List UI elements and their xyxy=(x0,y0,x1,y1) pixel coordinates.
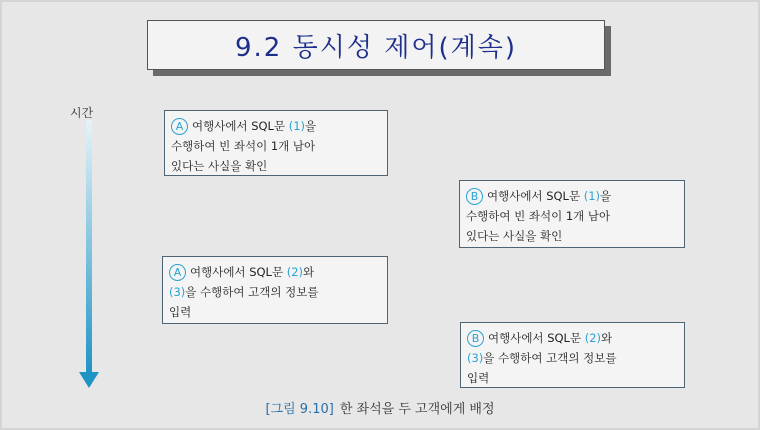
step-b-query-1 xyxy=(459,180,685,248)
step-line xyxy=(171,116,381,136)
step-text: 을 xyxy=(600,189,612,203)
sql-ref: (3) xyxy=(169,285,186,299)
actor-badge-a: A xyxy=(169,264,186,281)
sql-ref: (2) xyxy=(286,265,304,279)
time-axis-label: 시간 xyxy=(70,106,94,120)
step-text: 여행사에서 SQL문 xyxy=(488,331,585,345)
title-box xyxy=(147,20,605,70)
step-b-query-2-3 xyxy=(460,322,685,388)
step-a-query-2-3 xyxy=(162,256,388,324)
step-line: 입력 xyxy=(169,305,192,319)
slide-title: 9.2 동시성 제어(계속) xyxy=(235,32,517,63)
sql-ref: (3) xyxy=(467,351,484,365)
step-line xyxy=(466,186,678,206)
step-text: 여행사에서 SQL문 xyxy=(487,189,584,203)
time-arrow-icon xyxy=(78,120,100,392)
step-line: 있다는 사실을 확인 xyxy=(466,229,563,243)
sql-ref: (2) xyxy=(584,331,602,345)
sql-ref: (1) xyxy=(583,189,601,203)
step-line: 수행하여 빈 좌석이 1개 남아 xyxy=(466,209,611,223)
step-line: 있다는 사실을 확인 xyxy=(171,159,268,173)
figure-caption-text: 한 좌석을 두 고객에게 배정 xyxy=(339,402,495,417)
step-line xyxy=(467,328,678,348)
actor-badge-b: B xyxy=(467,330,484,347)
step-text: 여행사에서 SQL문 xyxy=(192,119,289,133)
step-text: 을 수행하여 고객의 정보를 xyxy=(185,285,319,299)
step-text: 여행사에서 SQL문 xyxy=(190,265,287,279)
figure-caption xyxy=(0,398,760,417)
step-text: 와 xyxy=(303,265,315,279)
step-line: 수행하여 빈 좌석이 1개 남아 xyxy=(171,139,316,153)
step-a-query-1 xyxy=(164,110,388,176)
actor-badge-b: B xyxy=(466,188,483,205)
sql-ref: (1) xyxy=(288,119,306,133)
actor-badge-a: A xyxy=(171,118,188,135)
step-text: 을 xyxy=(305,119,317,133)
step-line xyxy=(467,348,678,368)
figure-number: [그림 9.10] xyxy=(265,402,334,417)
step-line xyxy=(169,262,381,282)
step-line: 입력 xyxy=(467,371,490,385)
step-text: 을 수행하여 고객의 정보를 xyxy=(483,351,617,365)
step-line xyxy=(169,282,381,302)
step-text: 와 xyxy=(601,331,613,345)
